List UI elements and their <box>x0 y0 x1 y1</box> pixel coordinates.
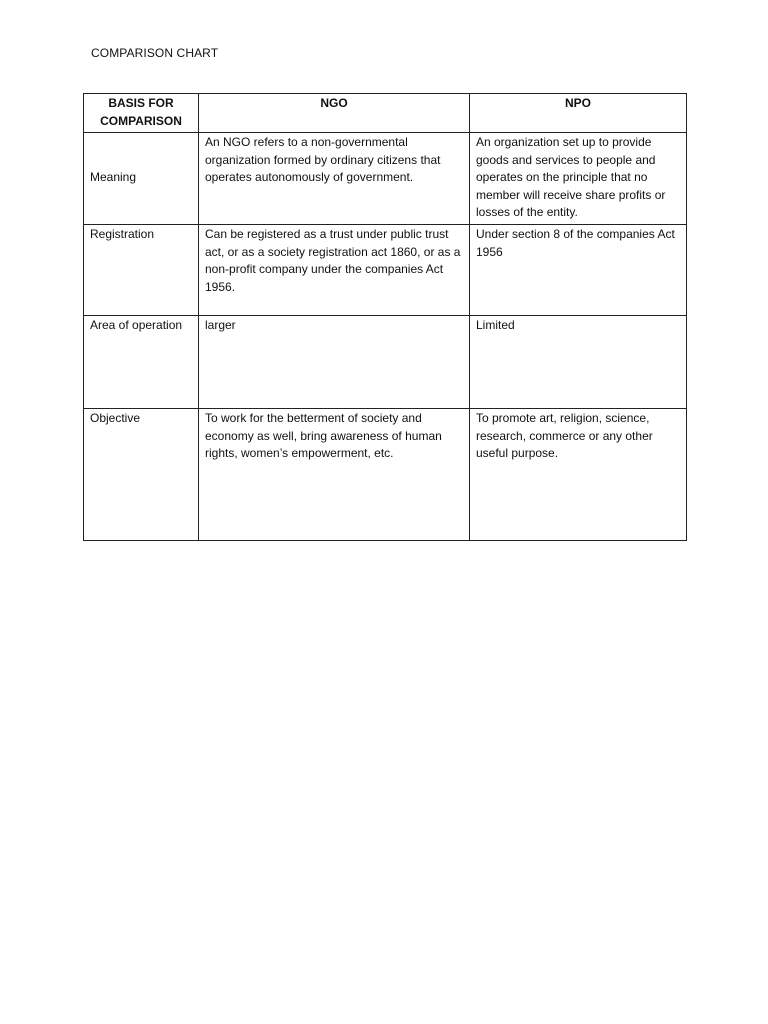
table-row <box>84 316 687 409</box>
ngo-cell: An NGO refers to a non-governmental organization formed by ordinary citizens that operates autonomously of government. <box>199 133 470 225</box>
npo-cell: An organization set up to provide goods and services to people and operates on the principle that no member will receive share profits or losses of the entity. <box>470 133 687 225</box>
npo-cell: Under section 8 of the companies Act 1956 <box>470 225 687 316</box>
ngo-cell: larger <box>199 316 470 409</box>
comparison-table <box>83 93 687 541</box>
ngo-cell: To work for the betterment of society and economy as well, bring awareness of human rights, women’s empowerment, etc. <box>199 409 470 541</box>
table-row <box>84 225 687 316</box>
basis-cell: Area of operation <box>84 316 199 409</box>
table-header <box>84 94 687 133</box>
npo-cell: To promote art, religion, science, research, commerce or any other useful purpose. <box>470 409 687 541</box>
npo-cell: Limited <box>470 316 687 409</box>
basis-cell: Registration <box>84 225 199 316</box>
table-row <box>84 133 687 225</box>
header-basis: BASIS FOR COMPARISON <box>84 94 199 133</box>
basis-cell: Objective <box>84 409 199 541</box>
ngo-cell: Can be registered as a trust under public trust act, or as a society registration act 1860, or as a non-profit company under the companies Act 1956. <box>199 225 470 316</box>
header-ngo: NGO <box>199 94 470 133</box>
table-body <box>84 133 687 541</box>
header-npo: NPO <box>470 94 687 133</box>
document-title: COMPARISON CHART <box>91 46 219 60</box>
header-row <box>84 94 687 133</box>
basis-cell: Meaning <box>84 133 199 225</box>
table-row <box>84 409 687 541</box>
